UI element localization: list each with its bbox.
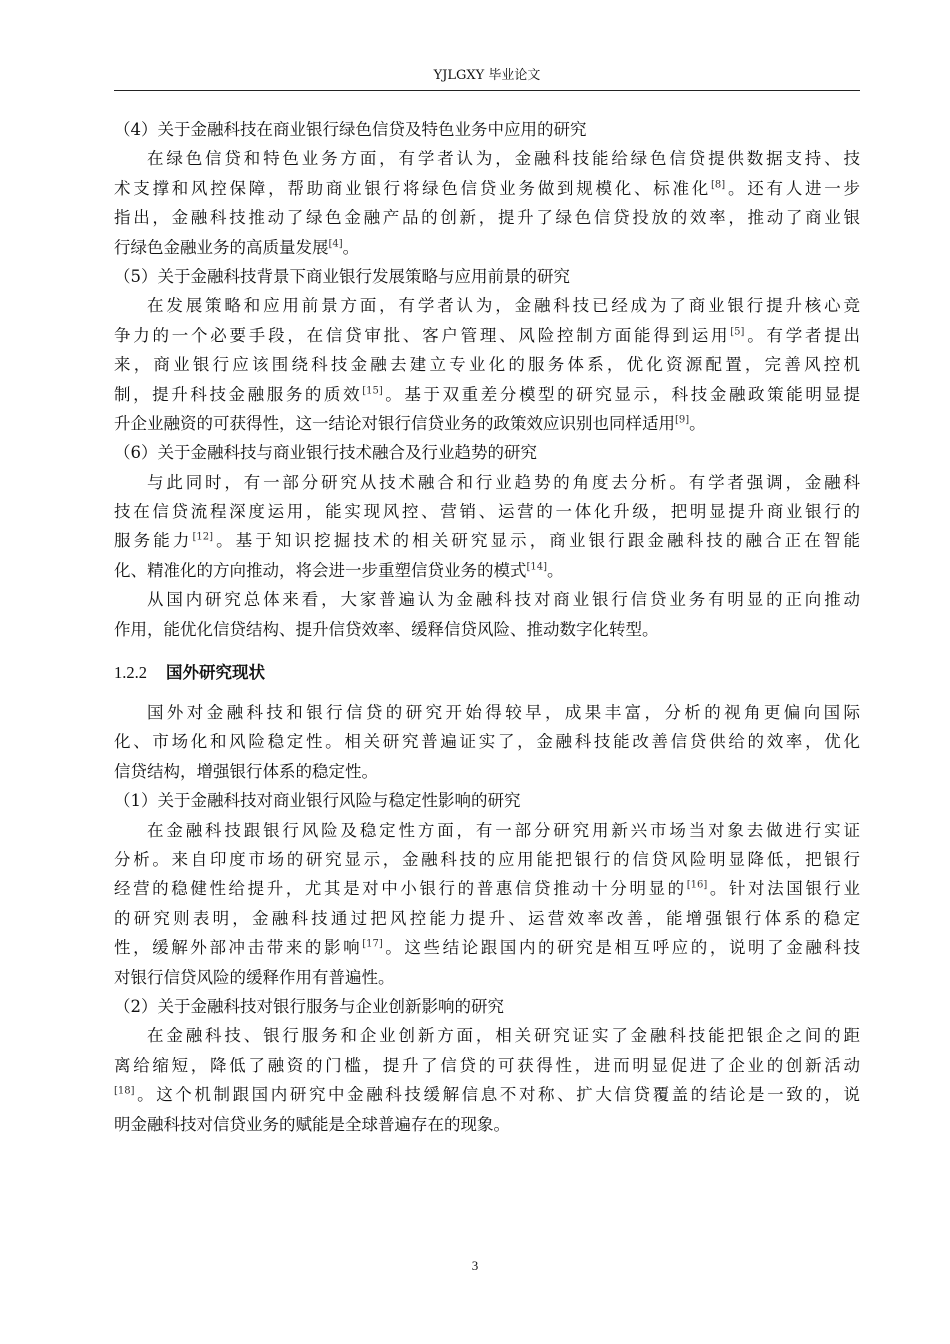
citation: [9] xyxy=(675,414,690,426)
paragraph-line: 与此同时，有一部分研究从技术融合和行业趋势的角度去分析。有学者强调，金融科 xyxy=(147,472,860,492)
section-title: 国外研究现状 xyxy=(166,663,265,683)
section-heading xyxy=(114,660,860,686)
citation: [4] xyxy=(328,238,343,250)
citation: [17] xyxy=(362,938,383,950)
text-span: 升企业融资的可获得性，这一结论对银行信贷业务的政策效应识别也同样适用 xyxy=(114,413,675,433)
text-span: 。 xyxy=(342,237,360,257)
paragraph-line: 在金融科技跟银行风险及稳定性方面，有一部分研究用新兴市场当对象去做进行实证 xyxy=(147,820,860,840)
paragraph-line: 在发展策略和应用前景方面，有学者认为，金融科技已经成为了商业银行提升核心竞 xyxy=(147,296,860,316)
text-span: 性，缓解外部冲击带来的影响 xyxy=(114,938,363,958)
paragraph-line: 离给缩短，降低了融资的门槛，提升了信贷的可获得性，进而明显促进了企业的创新活动 xyxy=(114,1055,860,1075)
paragraph-line: 在金融科技、银行服务和企业创新方面，相关研究证实了金融科技能把银企之间的距 xyxy=(147,1026,860,1046)
text-span: 制，提升科技金融服务的质效 xyxy=(114,384,363,404)
paragraph-line xyxy=(114,321,860,350)
text-span: 化、精准化的方向推动，将会进一步重塑信贷业务的模式 xyxy=(114,560,527,580)
citation: [14] xyxy=(526,561,548,573)
citation: [5] xyxy=(730,326,745,338)
subheading: （6）关于金融科技与商业银行技术融合及行业趋势的研究 xyxy=(114,443,537,463)
text-span: 术支撑和风控保障，帮助商业银行将绿色信贷业务做到规模化、标准化 xyxy=(114,178,712,198)
paragraph-line: 从国内研究总体来看，大家普遍认为金融科技对商业银行信贷业务有明显的正向推动 xyxy=(147,590,860,610)
subheading: （4）关于金融科技在商业银行绿色信贷及特色业务中应用的研究 xyxy=(114,120,587,139)
paragraph-line: 信贷结构，增强银行体系的稳定性。 xyxy=(114,761,378,781)
paragraph-line: 明金融科技对信贷业务的赋能是全球普遍存在的现象。 xyxy=(114,1114,510,1134)
paragraph-line: 在绿色信贷和特色业务方面，有学者认为，金融科技能给绿色信贷提供数据支持、技 xyxy=(147,149,860,169)
subheading: （2）关于金融科技对银行服务与企业创新影响的研究 xyxy=(114,996,504,1016)
paragraph-line xyxy=(114,233,860,262)
page-body xyxy=(114,115,860,1139)
text-span: 争力的一个必要手段，在信贷审批、客户管理、风险控制方面能得到运用 xyxy=(114,325,731,345)
paragraph-line: 国外对金融科技和银行信贷的研究开始得较早，成果丰富，分析的视角更偏向国际 xyxy=(147,703,860,723)
citation: [16] xyxy=(686,879,708,891)
paragraph-line: 的研究则表明，金融科技通过把风控能力提升、运营效率改善，能增强银行体系的稳定 xyxy=(114,908,860,928)
text-span: 。 xyxy=(547,560,564,580)
citation: [15] xyxy=(362,385,383,397)
paragraph-line xyxy=(114,933,860,962)
paragraph-line: 技在信贷流程深度运用，能实现风控、营销、运营的一体化升级，把明显提升商业银行的 xyxy=(114,502,860,522)
text-span: 行绿色金融业务的高质量发展 xyxy=(114,237,329,257)
text-span: 。有学者提出 xyxy=(744,325,861,345)
text-span: 。基于知识挖掘技术的相关研究显示，商业银行跟金融科技的融合正在智能 xyxy=(212,531,861,551)
citation: [12] xyxy=(192,531,213,543)
citation: [18] xyxy=(114,1085,135,1097)
subheading: （5）关于金融科技背景下商业银行发展策略与应用前景的研究 xyxy=(114,266,570,286)
paragraph-line xyxy=(114,1080,860,1109)
subheading: （1）关于金融科技对商业银行风险与稳定性影响的研究 xyxy=(114,791,521,811)
text-span: 。 xyxy=(689,413,706,433)
text-span: 。基于双重差分模型的研究显示，科技金融政策能明显提 xyxy=(382,384,861,404)
page-number: 3 xyxy=(471,1258,479,1273)
text-span: 。这些结论跟国内的研究是相互呼应的，说明了金融科技 xyxy=(382,938,861,958)
paragraph-line xyxy=(114,174,860,203)
paragraph-line xyxy=(114,874,860,903)
text-span: 。这个机制跟国内研究中金融科技缓解信息不对称、扩大信贷覆盖的结论是一致的，说 xyxy=(134,1085,860,1105)
paragraph-line: 分析。来自印度市场的研究显示，金融科技的应用能把银行的信贷风险明显降低，把银行 xyxy=(114,849,860,869)
paragraph-line xyxy=(114,526,860,555)
paragraph-line xyxy=(114,409,860,438)
text-span: 。还有人进一步 xyxy=(725,178,861,198)
paragraph-line: 对银行信贷风险的缓释作用有普遍性。 xyxy=(114,967,395,987)
paragraph-line xyxy=(114,556,860,585)
citation: [8] xyxy=(711,179,726,191)
text-span: 。针对法国银行业 xyxy=(707,879,861,899)
text-span: 经营的稳健性给提升，尤其是对中小银行的普惠信贷推动十分明显的 xyxy=(114,879,687,899)
paragraph-line: 化、市场化和风险稳定性。相关研究普遍证实了，金融科技能改善信贷供给的效率，优化 xyxy=(114,732,860,752)
text-span: 服务能力 xyxy=(114,531,193,551)
paragraph-line xyxy=(114,380,860,409)
paragraph-line: 来，商业银行应该围绕科技金融去建立专业化的服务体系，优化资源配置，完善风控机 xyxy=(114,355,860,375)
paragraph-line: 作用，能优化信贷结构、提升信贷效率、缓释信贷风险、推动数字化转型。 xyxy=(114,619,659,639)
section-number: 1.2.2 xyxy=(114,663,147,683)
header-text: YJLGXY 毕业论文 xyxy=(433,68,541,83)
running-header xyxy=(114,64,860,91)
paragraph-line: 指出，金融科技推动了绿色金融产品的创新，提升了绿色信贷投放的效率，推动了商业银 xyxy=(114,208,860,228)
